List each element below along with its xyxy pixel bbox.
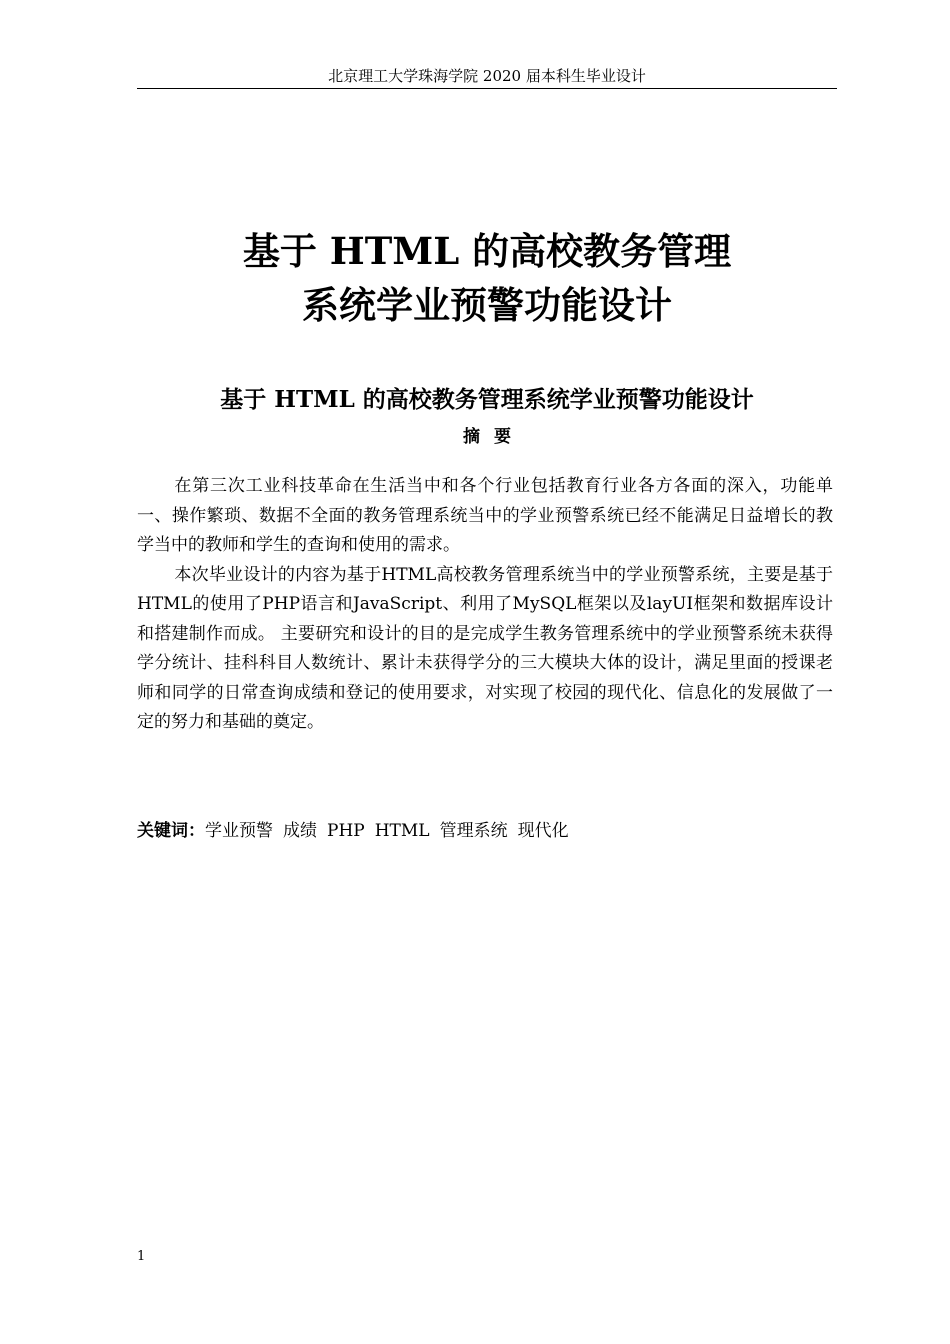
- keyword-item: 成绩: [283, 821, 317, 841]
- keyword-item: 现代化: [517, 821, 569, 841]
- thesis-title: [137, 224, 837, 332]
- header-rule: [137, 88, 837, 89]
- keyword-item: 管理系统: [439, 821, 508, 841]
- keyword-item: PHP: [327, 821, 365, 841]
- abstract-paragraph-2: 本次毕业设计的内容为基于HTML高校教务管理系统当中的学业预警系统，主要是基于HTML的使用了PHP语言和JavaScript、利用了MySQL框架以及layUI框架和数据库设计和搭建制作而成。 主要研究和设计的目的是完成学生教务管理系统中的学业预警系统未获得学分统计、挂科科目人数统计、累计未获得学分的三大模块大体的设计，满足里面的授课老师和同学的日常查询成绩和登记的使用要求，对实现了校园的现代化、信息化的发展做了一定的努力和基础的奠定。: [137, 564, 833, 732]
- abstract-body: [137, 472, 833, 738]
- keywords-line: [137, 818, 833, 844]
- thesis-title-line-1: 基于 HTML 的高校教务管理: [242, 229, 732, 273]
- thesis-title-line-2: 系统学业预警功能设计: [302, 283, 672, 327]
- running-header: 北京理工大学珠海学院 2020 届本科生毕业设计: [328, 67, 646, 85]
- abstract-heading: 摘要: [463, 427, 525, 447]
- page-number: 1: [137, 1249, 146, 1264]
- keyword-item: HTML: [374, 821, 430, 841]
- abstract-paragraph-1: 在第三次工业科技革命在生活当中和各个行业包括教育行业各方各面的深入，功能单一、操作繁琐、数据不全面的教务管理系统当中的学业预警系统已经不能满足日益增长的教学当中的教师和学生的查询和使用的需求。: [137, 476, 833, 555]
- keywords-label: 关键词：: [137, 821, 205, 841]
- keyword-item: 学业预警: [205, 821, 273, 841]
- abstract-title: 基于 HTML 的高校教务管理系统学业预警功能设计: [220, 386, 754, 413]
